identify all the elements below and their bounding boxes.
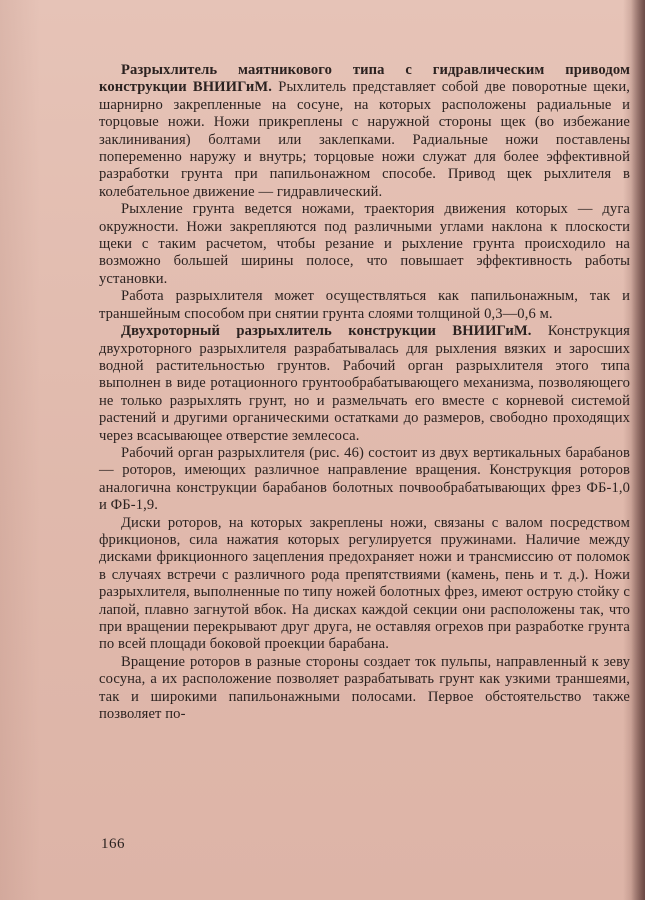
paragraph-4 [99, 323, 630, 445]
paragraph-3 [99, 288, 630, 323]
section-heading-2: Двухроторный разрыхлитель конструкции ВНИИГиМ. [121, 323, 532, 340]
section-heading-1: Разрыхлитель маятникового типа с гидравлическим приводом конструкции ВНИИГиМ. [99, 62, 630, 96]
paragraph-6 [99, 515, 630, 654]
paragraph-4-text: Конструкция двухроторного разрыхлителя разрабатывалась для рыхления вязких и заросших водной растительностью грунтов. Рабочий орган разрыхлителя этого типа выполнен в виде ротационного грунтообрабатывающего механизма, позволяющего не только разрыхлять грунт, но и размельчать его вместе с корневой системой растений и другими органическими остатками до размеров, свободно проходящих через всасывающее отверстие землесоса. [99, 323, 630, 444]
paragraph-7-text: Вращение роторов в разные стороны создает ток пульпы, направленный к зеву сосуна, а их расположение позволяет разрабатывать грунт как узкими траншеями, так и широкими папильонажными полосами. Первое обстоятельство также позволяет по- [99, 653, 630, 723]
paragraph-5 [99, 445, 630, 515]
paragraph-6-text: Диски роторов, на которых закреплены ножи, связаны с валом посредством фрикционов, сила нажатия которых регулируется пружинами. Наличие между дисками фрикционного зацепления предохраняет ножи и трансмиссию от поломок в случаях встречи с различного рода препятствиями (камень, пень и т. д.). Ножи разрыхлителя, выполненные по типу ножей болотных фрез, имеют острую стойку с лапой, плавно загнутой вбок. На дисках каждой секции они расположены так, что при вращении перекрывают друг друга, не оставляя огрехов при разработке грунта по всей площади боковой проекции барабана. [99, 514, 630, 653]
paragraph-7 [99, 654, 630, 724]
paragraph-1 [99, 62, 630, 201]
page-number: 166 [101, 836, 125, 852]
paragraph-3-text: Работа разрыхлителя может осуществляться как папильонажным, так и траншейным способом при снятии грунта слоями толщиной 0,3—0,6 м. [99, 288, 630, 322]
page-edge-shadow [631, 0, 645, 900]
paragraph-2 [99, 201, 630, 288]
body-text [99, 62, 630, 723]
paragraph-2-text: Рыхление грунта ведется ножами, траектория движения которых — дуга окружности. Ножи закрепляются под различными углами наклона к плоскости щеки с таким расчетом, чтобы резание и рыхление грунта происходило на возможно большей ширины полосе, что повышает эффективность работы установки. [99, 201, 630, 287]
paragraph-5-text: Рабочий орган разрыхлителя (рис. 46) состоит из двух вертикальных барабанов — роторов, имеющих различное направление вращения. Конструкция роторов аналогична конструкции барабанов болотных почвообрабатывающих фрез ФБ-1,0 и ФБ-1,9. [99, 444, 630, 514]
paragraph-1-text: Рыхлитель представляет собой две поворотные щеки, шарнирно закрепленные на сосуне, на которых расположены радиальные и торцовые ножи. Ножи прикреплены с наружной стороны щек (во избежание заклинивания) болтами или заклепками. Радиальные ножи поставлены попеременно наружу и внутрь; торцовые ножи служат для более эффективной разработки грунта при папильонажном способе. Привод щек рыхлителя в колебательное движение — гидравлический. [99, 79, 630, 200]
